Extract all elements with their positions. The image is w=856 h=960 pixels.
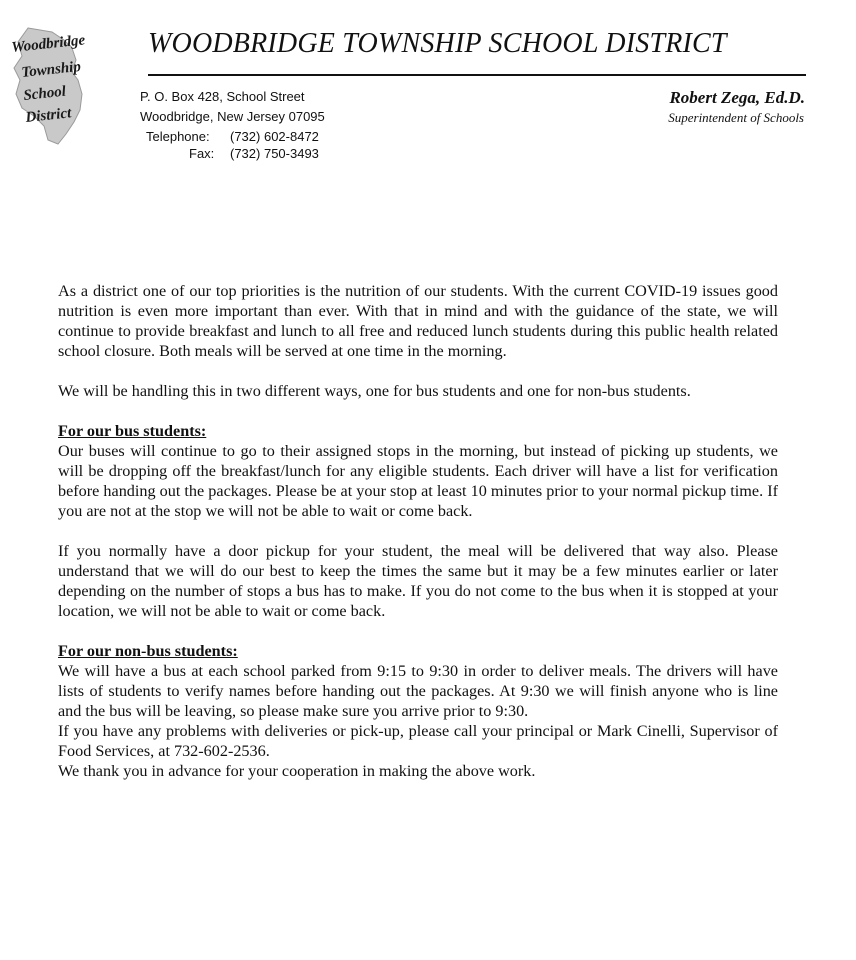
phone-value: (732) 602-8472 <box>230 129 319 144</box>
bus-paragraph-1: Our buses will continue to go to their assigned stops in the morning, but instead of picking up students, we will be dropping off the breakfast/lunch for any eligible students. Each driver will have a list for verification before handing out the packages. Please be at your stop at least 10 minutes prior to your normal pickup time. If you are not at the stop we will not be able to wait or come back. <box>58 442 778 520</box>
nonbus-paragraph: We will have a bus at each school parked from 9:15 to 9:30 in order to deliver meals. The drivers will have lists of students to verify names before handing out the packages. At 9:30 we will finish anyone who is line and the bus will be leaving, so please make sure you arrive prior to 9:30. <box>58 662 778 720</box>
phone-label: Telephone: <box>146 129 210 144</box>
address-line-2: Woodbridge, New Jersey 07095 <box>140 109 325 124</box>
logo-text-1: Woodbridge <box>10 32 86 56</box>
logo-text-3: School <box>22 83 67 104</box>
superintendent-name: Robert Zega, Ed.D. <box>669 88 805 107</box>
contact-paragraph: If you have any problems with deliveries or pick-up, please call your principal or Mark Cinelli, Supervisor of Food Services, at 732-602-2536. <box>58 722 778 760</box>
fax-value: (732) 750-3493 <box>230 146 319 161</box>
intro-paragraph: As a district one of our top priorities is the nutrition of our students. With the current COVID-19 issues good nutrition is even more important than ever. With that in mind and with the guidance of the state, we will continue to provide breakfast and lunch to all free and reduced lunch students during this public health related school closure. Both meals will be served at one time in the morning. <box>58 282 778 360</box>
logo-text-4: District <box>24 105 73 126</box>
bus-students-heading: For our bus students: <box>58 422 207 440</box>
header-rule <box>148 74 806 76</box>
letter-body <box>58 281 778 781</box>
ways-paragraph: We will be handling this in two different ways, one for bus students and one for non-bus students. <box>58 382 691 400</box>
fax-label: Fax: <box>189 146 215 161</box>
thanks-paragraph: We thank you in advance for your cooperation in making the above work. <box>58 762 536 780</box>
nonbus-students-heading: For our non-bus students: <box>58 642 238 660</box>
district-title: WOODBRIDGE TOWNSHIP SCHOOL DISTRICT <box>148 28 727 59</box>
bus-paragraph-2: If you normally have a door pickup for your student, the meal will be delivered that way also. Please understand that we will do our best to keep the times the same but it may be a few minutes earlier or later depending on the number of stops a bus has to make. If you do not come to the bus when it is stopped at your location, we will not be able to wait or come back. <box>58 542 778 620</box>
superintendent-title: Superintendent of Schools <box>668 110 804 125</box>
logo-text-2: Township <box>20 58 82 81</box>
address-line-1: P. O. Box 428, School Street <box>140 89 305 104</box>
district-logo <box>6 22 132 148</box>
